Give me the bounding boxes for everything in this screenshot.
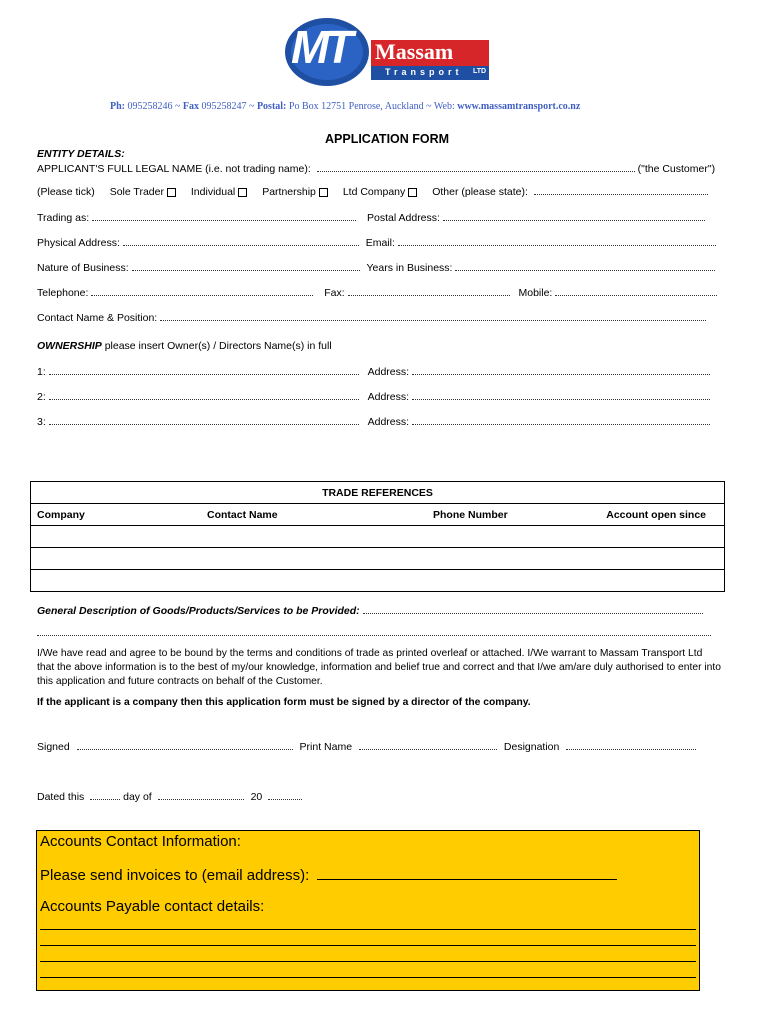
postal-address-label: Postal Address:: [366, 212, 440, 224]
payable-label: Accounts Payable contact details:: [40, 898, 265, 915]
checkbox-individual[interactable]: [238, 188, 247, 197]
ownership-heading-row: [37, 340, 332, 352]
agreement-line-3: this application and future contracts on behalf of the Customer.: [37, 676, 323, 687]
fax-field-label: Fax:: [324, 287, 345, 299]
contact-label: Contact Name & Position:: [37, 312, 158, 324]
owner-name-field[interactable]: [49, 365, 359, 375]
table-cell[interactable]: [31, 548, 725, 570]
payable-line[interactable]: [40, 929, 696, 930]
contact-row: [37, 311, 706, 324]
company-logo: [283, 12, 495, 100]
agreement-bold: If the applicant is a company then this application form must be signed by a director of the company.: [37, 697, 531, 708]
owner-name-field[interactable]: [49, 390, 359, 400]
checkbox-ltd-company[interactable]: [408, 188, 417, 197]
entity-heading: ENTITY DETAILS:: [37, 148, 125, 160]
logo-suffix: LTD: [473, 68, 487, 75]
form-title: APPLICATION FORM: [325, 132, 450, 146]
physical-address-field[interactable]: [123, 236, 359, 246]
telephone-label: Telephone:: [37, 287, 89, 299]
years-field[interactable]: [455, 261, 715, 271]
goods-label: General Description of Goods/Products/Services to be Provided:: [37, 605, 360, 617]
logo-mark: MT: [291, 21, 350, 73]
goods-field[interactable]: [363, 604, 703, 614]
dated-row: [37, 790, 302, 803]
option-ltd-company: [343, 186, 417, 198]
fax-label: Fax: [182, 101, 200, 112]
owner-address-field[interactable]: [412, 415, 710, 425]
col-phone-number: Phone Number: [393, 504, 599, 526]
trade-refs-header-row: [31, 504, 725, 526]
legal-name-row: [37, 162, 715, 175]
fax-value: 095258247: [201, 101, 247, 112]
signature-row: [37, 740, 696, 753]
owner-address-label: Address:: [367, 416, 410, 428]
owner-name-field[interactable]: [49, 415, 359, 425]
sep: ~: [249, 101, 255, 112]
ownership-heading: OWNERSHIP: [37, 340, 102, 352]
checkbox-sole-trader[interactable]: [167, 188, 176, 197]
option-label: Partnership: [262, 186, 316, 198]
option-label: Ltd Company: [342, 186, 406, 198]
sep: ~: [175, 101, 181, 112]
trade-references-table: [30, 481, 725, 592]
contact-field[interactable]: [160, 311, 706, 321]
signed-label: Signed: [37, 741, 70, 753]
designation-label: Designation: [503, 741, 560, 753]
ph-value: 095258246: [127, 101, 173, 112]
day-of-label: day of: [123, 791, 152, 803]
postal-value: Po Box 12751 Penrose, Auckland: [288, 101, 424, 112]
owner-address-label: Address:: [367, 366, 410, 378]
month-field[interactable]: [158, 790, 244, 800]
trading-as-field[interactable]: [92, 211, 356, 221]
goods-row: [37, 604, 703, 617]
trading-as-label: Trading as:: [37, 212, 90, 224]
other-label: Other (please state):: [432, 186, 528, 198]
entity-type-row: [37, 185, 708, 198]
owner-address-label: Address:: [367, 391, 410, 403]
web-link[interactable]: www.massamtransport.co.nz: [457, 101, 581, 112]
option-individual: [191, 186, 247, 198]
designation-field[interactable]: [566, 740, 696, 750]
nature-label: Nature of Business:: [37, 262, 129, 274]
invoices-label: Please send invoices to (email address):: [40, 867, 310, 884]
payable-line[interactable]: [40, 977, 696, 978]
table-row: [31, 570, 725, 592]
nature-row: [37, 261, 715, 274]
owner-index: 3:: [37, 416, 46, 428]
table-row: [31, 526, 725, 548]
col-account-open-since: Account open since: [599, 504, 725, 526]
logo-sub: Transport: [385, 67, 463, 77]
option-label: Sole Trader: [109, 186, 164, 198]
agreement-line-1: I/We have read and agree to be bound by the terms and conditions of trade as printed overleaf or attached. I/We warrant to Massam Transport Ltd: [37, 648, 703, 659]
logo-name: Massam: [375, 39, 454, 64]
years-label: Years in Business:: [366, 262, 453, 274]
invoices-email-field[interactable]: [317, 865, 617, 880]
legal-name-suffix: ("the Customer"): [637, 163, 716, 175]
signed-field[interactable]: [77, 740, 293, 750]
option-label: Individual: [190, 186, 236, 198]
contact-bar: [110, 101, 580, 112]
table-cell[interactable]: [31, 570, 725, 592]
print-name-field[interactable]: [359, 740, 497, 750]
other-field[interactable]: [534, 185, 708, 195]
sep: ~: [426, 101, 432, 112]
legal-name-field[interactable]: [317, 162, 635, 172]
legal-name-label: APPLICANT'S FULL LEGAL NAME (i.e. not trading name):: [37, 163, 311, 175]
email-label: Email:: [365, 237, 395, 249]
year-prefix: 20: [250, 791, 263, 803]
col-contact-name: Contact Name: [193, 504, 393, 526]
owner-address-field[interactable]: [412, 390, 710, 400]
postal-label: Postal:: [256, 101, 287, 112]
agreement-line-2: that the above information is to the best of my/our knowledge, information and belief true and correct and that I/we am/are duly authorised to enter into: [37, 662, 721, 673]
telephone-row: [37, 286, 717, 299]
physical-address-label: Physical Address:: [37, 237, 120, 249]
email-field[interactable]: [398, 236, 716, 246]
web-label: Web:: [433, 101, 455, 112]
postal-address-field[interactable]: [443, 211, 705, 221]
option-sole-trader: [110, 186, 176, 198]
print-name-label: Print Name: [299, 741, 353, 753]
ownership-text: please insert Owner(s) / Directors Name(s) in full: [104, 340, 332, 352]
accounts-contact-box: [36, 830, 700, 991]
dated-label: Dated this: [37, 791, 85, 803]
goods-field-2[interactable]: [37, 627, 711, 636]
owner-row: [37, 390, 710, 403]
mobile-label: Mobile:: [518, 287, 553, 299]
mobile-field[interactable]: [555, 286, 717, 296]
owner-index: 1:: [37, 366, 46, 378]
telephone-field[interactable]: [91, 286, 313, 296]
year-field[interactable]: [268, 790, 302, 800]
accounts-heading: Accounts Contact Information:: [40, 833, 241, 850]
trading-row: [37, 211, 705, 224]
physical-row: [37, 236, 716, 249]
invoices-row: [40, 865, 617, 884]
fax-field[interactable]: [348, 286, 510, 296]
owner-index: 2:: [37, 391, 46, 403]
checkbox-partnership[interactable]: [319, 188, 328, 197]
payable-line[interactable]: [40, 945, 696, 946]
trade-refs-title-row: [31, 482, 725, 504]
col-company: Company: [31, 504, 194, 526]
tick-label: (Please tick): [37, 186, 95, 198]
nature-field[interactable]: [132, 261, 360, 271]
day-field[interactable]: [90, 790, 120, 800]
trade-refs-title: TRADE REFERENCES: [31, 482, 725, 504]
owner-row: [37, 415, 710, 428]
owner-row: [37, 365, 710, 378]
payable-line[interactable]: [40, 961, 696, 962]
table-cell[interactable]: [31, 526, 725, 548]
option-partnership: [262, 186, 328, 198]
owner-address-field[interactable]: [412, 365, 710, 375]
table-row: [31, 548, 725, 570]
ph-label: Ph:: [110, 101, 125, 112]
